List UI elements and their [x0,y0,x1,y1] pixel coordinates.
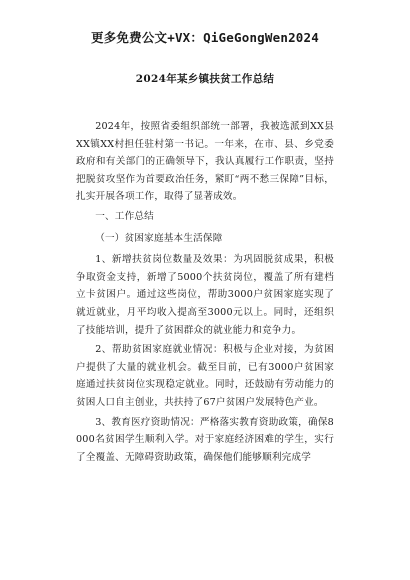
item-paragraph-3: 3、教育医疗资助情况：严格落实教育资助政策，确保8000名贫困学生顺利入学。对于家庭经济困难的学生，实行了全覆盖、无障碍资助政策，确保他们能够顺利完成学 [76,416,334,463]
document-title: 2024年某乡镇扶贫工作总结 [135,73,275,85]
item-paragraph-2: 2、帮助贫困家庭就业情况：积极与企业对接，为贫困户提供了大量的就业机会。截至目前，已有3000户贫困家庭通过扶贫岗位实现稳定就业。同时，还鼓励有劳动能力的贫困人口自主创业，共扶持了67户贫困户发展特色产业。 [76,344,334,408]
subsection-heading: （一）贫困家庭基本生活保障 [95,232,223,244]
promo-banner: 更多免费公文+VX：QiGeGongWen2024 [91,30,319,45]
document-body [76,118,334,468]
section-heading: 一、工作总结 [95,210,154,222]
intro-paragraph: 2024年，按照省委组织部统一部署，我被选派到XX县XX镇XX村担任驻村第一书记。一年来，在市、县、乡党委政府和有关部门的正确领导下，我认真履行工作职责，坚持把脱贫攻坚作为首要政治任务，紧盯“两不愁三保障”目标，扎实开展各项工作，取得了显著成效。 [76,121,334,203]
item-paragraph-1: 1、新增扶贫岗位数量及效果：为巩固脱贫成果，积极争取资金支持，新增了5000个扶贫岗位，覆盖了所有建档立卡贫困户。通过这些岗位，帮助3000户贫困家庭实现了就近就业，月平均收入提高至3000元以上。同时，还组织了技能培训，提升了贫困群众的就业能力和竞争力。 [76,254,334,336]
